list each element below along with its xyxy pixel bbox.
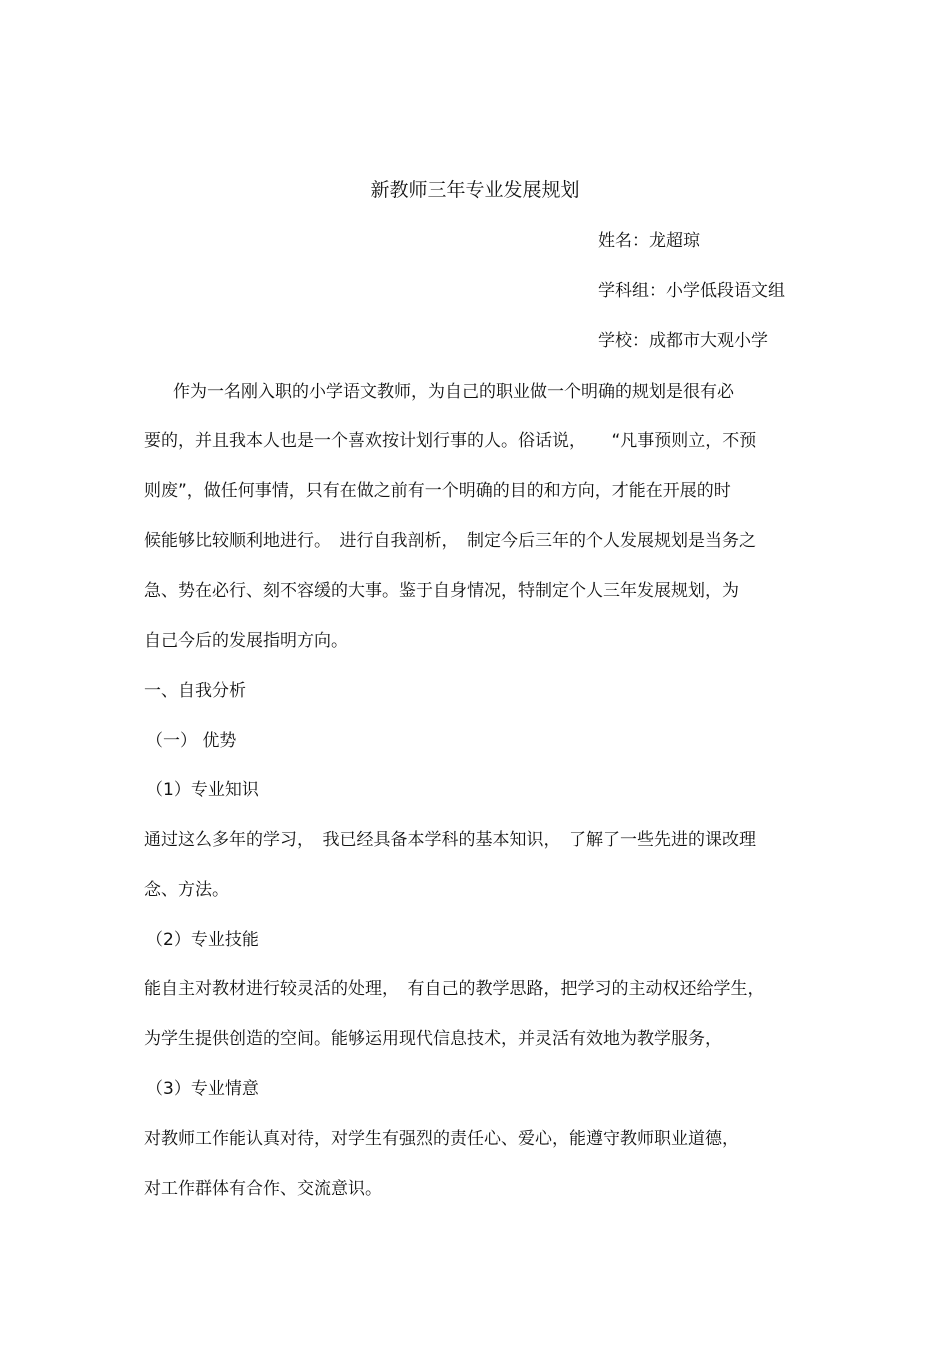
item-text: 为学生提供创造的空间。能够运用现代信息技术，并灵活有效地为教学服务， [144,1029,722,1049]
subject-group: 学科组：小学低段语文组 [598,281,785,301]
item-heading: （1）专业知识 [146,780,259,800]
item-text: 念、方法。 [144,880,229,900]
school-name: 学校：成都市大观小学 [598,331,768,351]
item-text: 对工作群体有合作、交流意识。 [144,1179,382,1199]
item-text: 通过这么多年的学习， 我已经具备本学科的基本知识， 了解了一些先进的课改理 [144,830,756,850]
intro-line: 自己今后的发展指明方向。 [144,631,348,651]
intro-line: 急、势在必行、刻不容缓的大事。鉴于自身情况，特制定个人三年发展规划，为 [144,581,739,601]
document-title: 新教师三年专业发展规划 [370,179,580,201]
item-text: 能自主对教材进行较灵活的处理， 有自己的教学思路，把学习的主动权还给学生， [144,979,765,999]
subsection-heading: （一） 优势 [146,731,237,751]
item-heading: （2）专业技能 [146,930,259,950]
item-heading: （3）专业情意 [146,1079,259,1099]
intro-line: 则废”，做任何事情，只有在做之前有一个明确的目的和方向，才能在开展的时 [144,481,731,501]
intro-line: 要的，并且我本人也是一个喜欢按计划行事的人。俗话说， “凡事预则立，不预 [144,431,757,451]
section-heading: 一、自我分析 [144,681,246,701]
intro-line: 作为一名刚入职的小学语文教师，为自己的职业做一个明确的规划是很有必 [173,382,734,402]
item-text: 对教师工作能认真对待，对学生有强烈的责任心、爱心，能遵守教师职业道德， [144,1129,739,1149]
author-name: 姓名：龙超琼 [598,231,700,251]
intro-line: 候能够比较顺利地进行。 进行自我剖析， 制定今后三年的个人发展规划是当务之 [144,531,756,551]
